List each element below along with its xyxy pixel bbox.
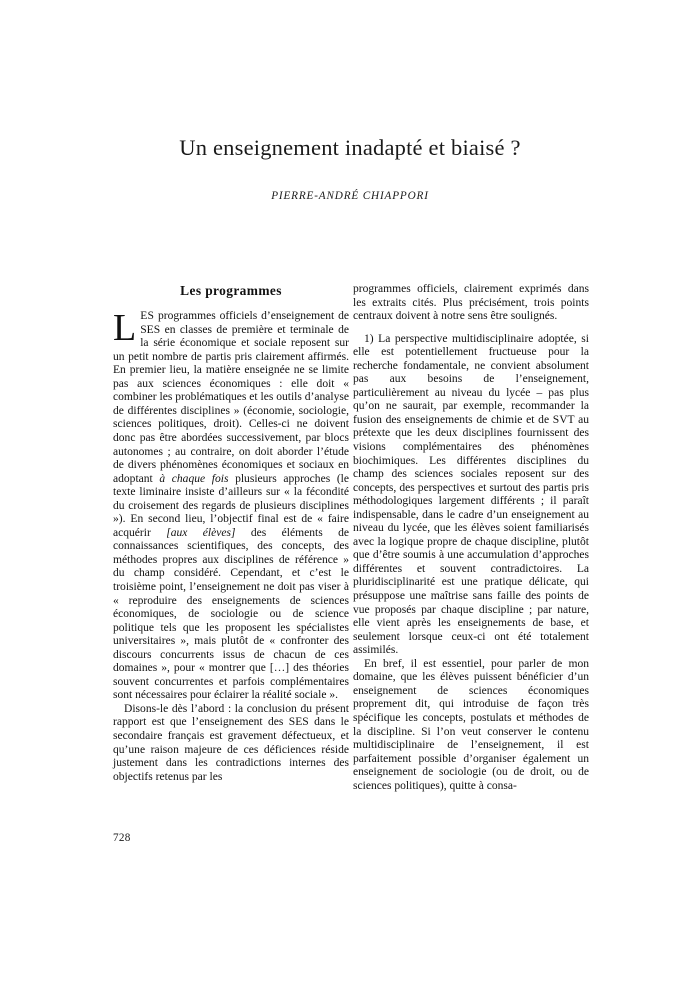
paragraph-opening bbox=[113, 307, 350, 703]
drop-cap-smallcaps: ES bbox=[140, 310, 155, 323]
emphasis-a-chaque-fois: à chaque fois bbox=[159, 472, 229, 485]
page-title: Un enseignement inadapté et biaisé ? bbox=[179, 135, 521, 160]
paragraph-continuation: programmes officiels, clairement exprimés dans les extraits cités. Plus précisément, trois points centraux doivent à notre sens être soulignés. bbox=[353, 283, 589, 323]
author-byline: PIERRE-ANDRÉ CHIAPPORI bbox=[271, 190, 429, 202]
paragraph-spacer bbox=[353, 324, 589, 333]
title-block bbox=[0, 134, 700, 161]
paragraph-point-one: 1) La perspective multidisciplinaire adoptée, si elle est potentiellement fructueuse pour la recherche fondamentale, ne convient absolument pas aux besoins de l’enseignement, particulièrement au niveau du lycée – pas plus qu’on ne saurait, par exemple, recommander la fusion des enseignements de chimie et de SVT au prétexte que les deux disciplines fournissent des visions complémentaires des phénomènes biochimiques. Les différentes disciplines du champ des sciences sociales reposent sur des concepts, des perspectives et surtout des partis pris méthodologiques largement différents ; il paraît indispensable, dans le cadre d’un enseignement au niveau du lycée, que les élèves soient familiarisés avec la logique propre de chaque discipline, plutôt que d’être soumis à une accumulation d’approches différentes et souvent contradictoires. La pluridisciplinarité est une pratique délicate, qui présuppose une maîtrise sans faille des points de vue proposés par chaque discipline ; par nature, elle vient après les enseignements de base, et seulement lorsque ceux-ci ont été totalement assimilés. bbox=[353, 332, 589, 657]
paragraph-en-bref: En bref, il est essentiel, pour parler de mon domaine, que les élèves puissent bénéficier d’un enseignement de sciences économiques proprement dit, qui introduise de façon très spécifique les concepts, postulats et méthodes de la discipline. Si l’on veut conserver le contenu multidisciplinaire de l’enseignement, il est parfaitement possible d’organiser également un enseignement de sociologie (ou de droit, ou de sciences politiques), quitte à consa- bbox=[353, 657, 589, 792]
paragraph-text-part2: plusieurs approches (le texte liminaire insiste d’ailleurs sur « la fécondité du croisement des regards de plusieurs disciplines »). En second lieu, l’objectif final est de « faire acquérir bbox=[113, 472, 350, 539]
paragraph-text-part1: programmes officiels d’enseignement de SES en classes de première et terminale de la série économique et sociale reposent sur un petit nombre de partis pris clairement affirmés. En premier lieu, la matière enseignée ne se limite pas aux sciences économiques : elle doit « combiner les problématiques et les outils d’analyse de différentes disciplines » (économie, sociologie, sciences politiques, droit). Celles-ci ne doivent donc pas être abordées successivement, par blocs autonomes ; au contraire, on doit aborder l’étude de divers phénomènes économiques et sociaux en adoptant bbox=[113, 310, 350, 485]
paragraph-conclusion-intro: Disons-le dès l’abord : la conclusion du présent rapport est que l’enseignement des SES dans le secondaire français est gravement défectueux, et qu’une raison majeure de ces déficiences réside justement dans les contradictions internes des objectifs retenus par les bbox=[113, 702, 349, 783]
left-column bbox=[113, 283, 349, 849]
section-heading: Les programmes bbox=[180, 283, 282, 298]
paragraph-text-part3: des éléments de connaissances scientifiques, des concepts, des méthodes propres aux disciplines de référence » du champ considéré. Cependant, et c’est le troisième point, l’enseignement ne doit pas viser à « reproduire des enseignements de sciences économiques, de sociologie ou de science politique tels que les proposent les spécialistes universitaires », mais plutôt de « confronter des discours concurrents issus de chacun de ces domaines », pour « montrer que […] des théories souvent concurrentes et parfois complémentaires sont nécessaires pour éclairer la réalité sociale ». bbox=[113, 526, 349, 702]
page-number: 728 bbox=[113, 832, 131, 844]
right-column bbox=[353, 283, 589, 849]
emphasis-aux-eleves: [aux élèves] bbox=[166, 526, 236, 539]
drop-cap: L bbox=[113, 307, 137, 350]
two-column-body bbox=[113, 283, 589, 849]
